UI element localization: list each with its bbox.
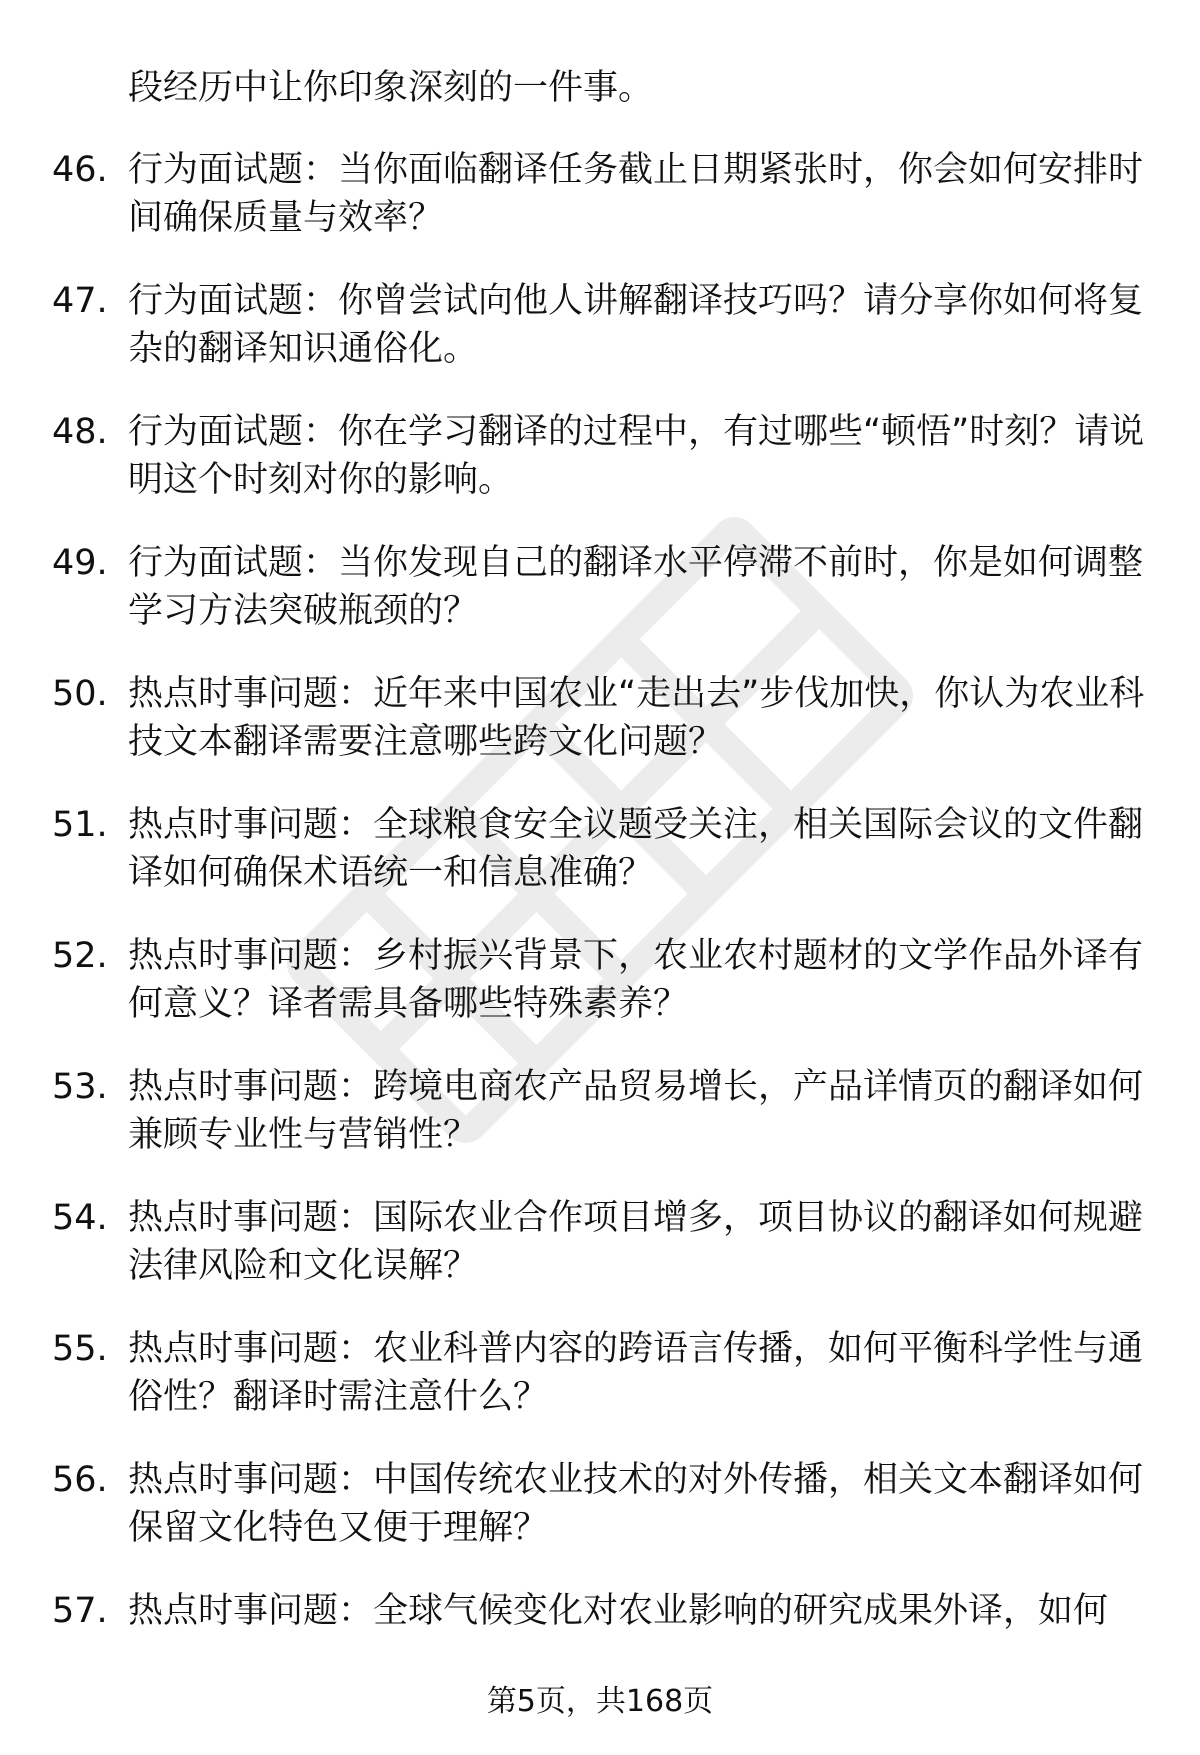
question-text: 行为面试题：当你发现自己的翻译水平停滞不前时，你是如何调整学习方法突破瓶颈的？ — [128, 543, 1144, 631]
question-text: 热点时事问题：中国传统农业技术的对外传播，相关文本翻译如何保留文化特色又便于理解？ — [128, 1460, 1144, 1548]
continuation-text: 段经历中让你印象深刻的一件事。 — [128, 68, 654, 108]
question-list — [52, 146, 1152, 1647]
question-text: 热点时事问题：全球粮食安全议题受关注，相关国际会议的文件翻译如何确保术语统一和信息准确？ — [128, 805, 1144, 893]
question-text: 热点时事问题：全球气候变化对农业影响的研究成果外译，如何 — [128, 1591, 1109, 1631]
question-text: 热点时事问题：跨境电商农产品贸易增长，产品详情页的翻译如何兼顾专业性与营销性？ — [128, 1067, 1144, 1155]
question-text: 热点时事问题：近年来中国农业“走出去”步伐加快，你认为农业科技文本翻译需要注意哪些跨文化问题？ — [128, 674, 1145, 762]
question-item — [52, 670, 1152, 801]
question-item — [52, 1587, 1152, 1647]
question-item — [52, 408, 1152, 539]
question-number: 49. — [52, 543, 108, 583]
question-number: 56. — [52, 1460, 108, 1500]
question-text: 行为面试题：你曾尝试向他人讲解翻译技巧吗？请分享你如何将复杂的翻译知识通俗化。 — [128, 281, 1144, 369]
question-item — [52, 539, 1152, 670]
question-number: 48. — [52, 412, 108, 452]
question-number: 47. — [52, 281, 108, 321]
question-item — [52, 1325, 1152, 1456]
page-footer: 第5页，共168页 — [486, 1684, 714, 1719]
question-number: 53. — [52, 1067, 108, 1107]
question-item — [52, 146, 1152, 277]
question-number: 57. — [52, 1591, 108, 1631]
question-number: 46. — [52, 150, 108, 190]
question-number: 50. — [52, 674, 108, 714]
question-item — [52, 801, 1152, 932]
question-text: 热点时事问题：乡村振兴背景下，农业农村题材的文学作品外译有何意义？译者需具备哪些特殊素养？ — [128, 936, 1144, 1024]
question-text: 行为面试题：你在学习翻译的过程中，有过哪些“顿悟”时刻？请说明这个时刻对你的影响。 — [128, 412, 1145, 500]
question-item — [52, 1194, 1152, 1325]
question-text: 行为面试题：当你面临翻译任务截止日期紧张时，你会如何安排时间确保质量与效率？ — [128, 150, 1144, 238]
question-item — [52, 1456, 1152, 1587]
question-text: 热点时事问题：国际农业合作项目增多，项目协议的翻译如何规避法律风险和文化误解？ — [128, 1198, 1144, 1286]
question-text: 热点时事问题：农业科普内容的跨语言传播，如何平衡科学性与通俗性？翻译时需注意什么？ — [128, 1329, 1144, 1417]
question-number: 52. — [52, 936, 108, 976]
question-number: 51. — [52, 805, 108, 845]
question-item — [52, 1063, 1152, 1194]
question-number: 55. — [52, 1329, 108, 1369]
question-item — [52, 932, 1152, 1063]
question-item — [52, 277, 1152, 408]
question-number: 54. — [52, 1198, 108, 1238]
